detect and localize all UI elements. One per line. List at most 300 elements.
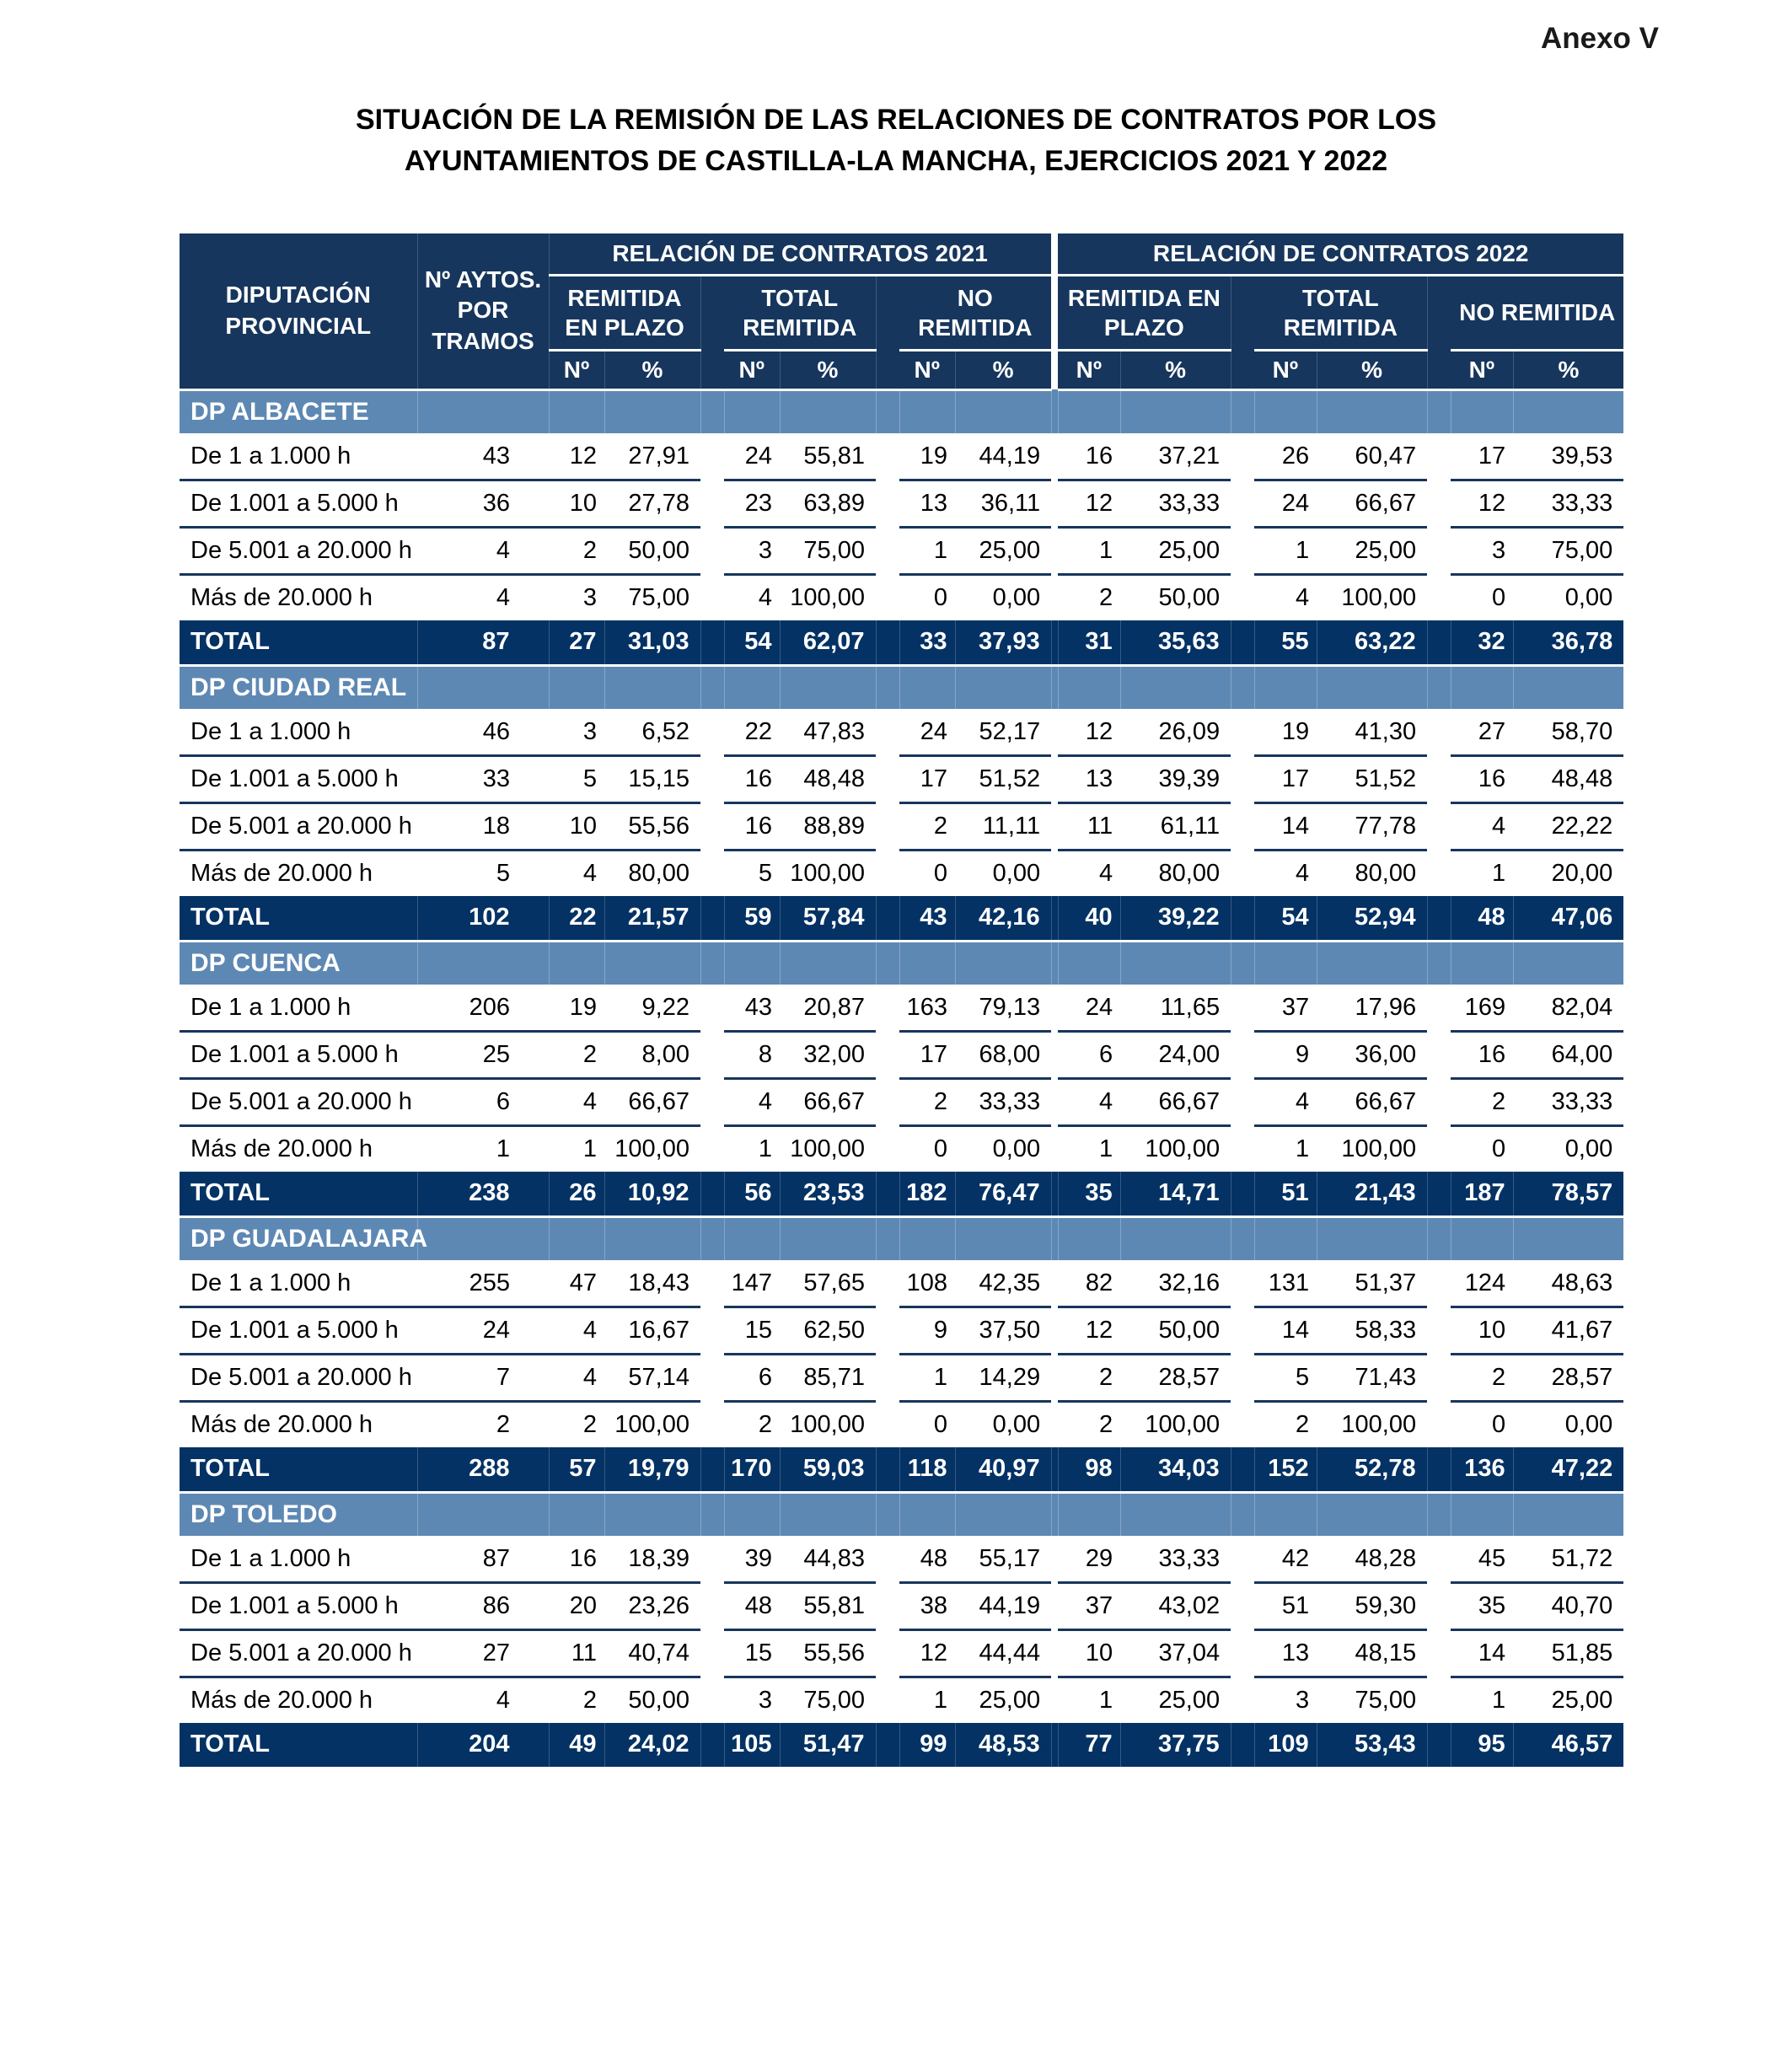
cell-value: 18 [417,802,549,850]
cell-value: 255 [417,1260,549,1307]
cell-value: 39 [724,1536,780,1582]
gap-cell [1427,1723,1451,1768]
header-pct: % [955,350,1051,389]
section-band-label: DP CUENCA [180,941,417,985]
gap-cell [876,1629,899,1677]
section-band-cell [780,389,876,433]
cell-value: 47 [549,1260,604,1307]
cell-value: 33,33 [1120,480,1231,527]
header-2021-no-remitida: NO REMITIDA [899,275,1051,350]
gap-cell [1051,985,1058,1031]
annex-label: Anexo V [1540,22,1659,55]
cell-value: 25 [417,1031,549,1078]
cell-value: 16 [724,802,780,850]
total-value: 152 [1254,1447,1317,1493]
total-value: 35,63 [1120,620,1231,666]
gap-cell [1051,1125,1058,1172]
cell-value: 0 [1451,1401,1513,1447]
header-2021-remitida-en-plazo: REMITIDA EN PLAZO [549,275,700,350]
gap-cell [1231,1401,1254,1447]
gap-cell [700,755,724,802]
cell-value: 25,00 [1317,527,1427,574]
total-label: TOTAL [180,1447,417,1493]
section-band-cell [549,1216,604,1260]
section-band-cell [700,665,724,709]
total-value: 59 [724,896,780,942]
section-band-cell [724,941,780,985]
cell-value: 10 [549,480,604,527]
total-value: 78,57 [1513,1172,1623,1217]
gap-cell [700,1536,724,1582]
gap-cell [1051,1031,1058,1078]
gap-cell [1051,850,1058,896]
table-row [180,574,1623,620]
section-band-cell [1513,941,1623,985]
total-value: 31,03 [604,620,700,666]
section-band-cell [417,1492,549,1536]
total-value: 98 [1058,1447,1120,1493]
cell-value: 35 [1451,1582,1513,1629]
gap-cell [1231,709,1254,755]
section-band-cell [724,389,780,433]
row-label: De 1.001 a 5.000 h [180,1031,417,1078]
section-band-cell [1058,1216,1120,1260]
gap-cell [1231,802,1254,850]
gap-cell [1051,620,1058,666]
cell-value: 57,65 [780,1260,876,1307]
gap-cell [1231,1582,1254,1629]
section-band-cell [1120,1492,1231,1536]
cell-value: 100,00 [1317,1401,1427,1447]
total-value: 22 [549,896,604,942]
cell-value: 41,30 [1317,709,1427,755]
gap-cell [700,802,724,850]
cell-value: 58,33 [1317,1307,1427,1354]
cell-value: 3 [549,709,604,755]
cell-value: 6 [417,1078,549,1125]
cell-value: 4 [549,850,604,896]
section-band-label: DP CIUDAD REAL [180,665,417,709]
cell-value: 206 [417,985,549,1031]
total-value: 51,47 [780,1723,876,1768]
gap-cell [876,1536,899,1582]
table-row [180,1629,1623,1677]
gap-cell [700,1401,724,1447]
gap-cell [1231,1723,1254,1768]
cell-value: 20,87 [780,985,876,1031]
cell-value: 20,00 [1513,850,1623,896]
cell-value: 8 [724,1031,780,1078]
cell-value: 2 [1451,1354,1513,1401]
cell-value: 4 [417,574,549,620]
header-n: Nº [1058,350,1120,389]
section-band-cell [1058,665,1120,709]
header-2022-total-remitida: TOTAL REMITIDA [1254,275,1427,350]
cell-value: 0 [1451,1125,1513,1172]
cell-value: 50,00 [1120,1307,1231,1354]
cell-value: 3 [549,574,604,620]
cell-value: 57,14 [604,1354,700,1401]
section-band-cell [700,941,724,985]
header-pct: % [604,350,700,389]
section-band-cell [1058,389,1120,433]
row-label: De 5.001 a 20.000 h [180,1078,417,1125]
gap-cell [1231,985,1254,1031]
gap-cell [1051,1677,1058,1723]
section-band-cell [1317,665,1427,709]
cell-value: 100,00 [780,850,876,896]
header-diputacion-provincial: DIPUTACIÓN PROVINCIAL [180,233,417,390]
cell-value: 1 [724,1125,780,1172]
gap-cell [1231,1307,1254,1354]
cell-value: 80,00 [604,850,700,896]
cell-value: 4 [1254,850,1317,896]
total-label: TOTAL [180,620,417,666]
total-value: 48,53 [955,1723,1051,1768]
gap-cell [876,985,899,1031]
section-band-cell [724,1216,780,1260]
gap-cell [876,1582,899,1629]
cell-value: 66,67 [604,1078,700,1125]
header-pct: % [780,350,876,389]
section-band-label: DP TOLEDO [180,1492,417,1536]
total-value: 14,71 [1120,1172,1231,1217]
cell-value: 2 [724,1401,780,1447]
cell-value: 17 [1254,755,1317,802]
cell-value: 12 [1058,709,1120,755]
gap-cell [1231,1629,1254,1677]
gap-cell [1231,1260,1254,1307]
cell-value: 1 [1451,1677,1513,1723]
cell-value: 0,00 [955,1125,1051,1172]
section-band-cell [1427,389,1451,433]
total-value: 37,93 [955,620,1051,666]
cell-value: 61,11 [1120,802,1231,850]
cell-value: 1 [1058,1125,1120,1172]
gap-cell [876,850,899,896]
cell-value: 82,04 [1513,985,1623,1031]
cell-value: 2 [549,527,604,574]
cell-value: 24 [417,1307,549,1354]
section-band-cell [876,389,899,433]
cell-value: 1 [1254,527,1317,574]
cell-value: 44,19 [955,1582,1051,1629]
gap-cell [1427,433,1451,480]
cell-value: 0 [899,1401,955,1447]
cell-value: 163 [899,985,955,1031]
cell-value: 25,00 [955,1677,1051,1723]
section-band-cell [724,1492,780,1536]
section-band-cell [1051,665,1058,709]
cell-value: 10 [1058,1629,1120,1677]
cell-value: 0,00 [955,574,1051,620]
gap-cell [1427,1677,1451,1723]
gap-cell [1427,1354,1451,1401]
cell-value: 33,33 [1513,480,1623,527]
cell-value: 85,71 [780,1354,876,1401]
gap-cell [1231,850,1254,896]
cell-value: 0 [899,574,955,620]
section-band-cell [700,1492,724,1536]
cell-value: 16 [1058,433,1120,480]
cell-value: 66,67 [1317,480,1427,527]
total-value: 43 [899,896,955,942]
cell-value: 9 [1254,1031,1317,1078]
section-band-cell [780,1492,876,1536]
row-label: De 1 a 1.000 h [180,985,417,1031]
cell-value: 39,53 [1513,433,1623,480]
gap-cell [1051,1078,1058,1125]
gap-cell [876,620,899,666]
gap-cell [1051,1307,1058,1354]
cell-value: 24,00 [1120,1031,1231,1078]
total-value: 57,84 [780,896,876,942]
cell-value: 17 [899,1031,955,1078]
section-band-cell [955,1216,1051,1260]
section-band-cell [1427,665,1451,709]
cell-value: 4 [549,1307,604,1354]
table-row [180,802,1623,850]
cell-value: 1 [549,1125,604,1172]
gap-cell [876,1723,899,1768]
section-band-cell [1451,941,1513,985]
gap-cell [700,1307,724,1354]
header-pct: % [1513,350,1623,389]
cell-value: 15,15 [604,755,700,802]
section-band-cell [1427,941,1451,985]
section-band [180,941,1623,985]
cell-value: 11 [549,1629,604,1677]
cell-value: 0,00 [955,850,1051,896]
gap-cell [1427,850,1451,896]
gap-cell [700,1078,724,1125]
cell-value: 51 [1254,1582,1317,1629]
table-row [180,527,1623,574]
gap-cell [1427,1172,1451,1217]
total-value: 51 [1254,1172,1317,1217]
header-2021-total-remitida: TOTAL REMITIDA [724,275,876,350]
total-value: 76,47 [955,1172,1051,1217]
gap-cell [1051,755,1058,802]
cell-value: 2 [899,802,955,850]
row-label: De 5.001 a 20.000 h [180,1629,417,1677]
gap-cell [1427,1078,1451,1125]
cell-value: 1 [899,1354,955,1401]
row-label: Más de 20.000 h [180,1125,417,1172]
total-value: 105 [724,1723,780,1768]
gap-cell [876,1401,899,1447]
table-row [180,480,1623,527]
cell-value: 13 [1058,755,1120,802]
cell-value: 55,56 [780,1629,876,1677]
cell-value: 37 [1058,1582,1120,1629]
cell-value: 27,91 [604,433,700,480]
header-n: Nº [549,350,604,389]
cell-value: 43,02 [1120,1582,1231,1629]
gap-cell [1427,1307,1451,1354]
section-band-cell [549,389,604,433]
cell-value: 24 [1058,985,1120,1031]
total-value: 204 [417,1723,549,1768]
gap-cell [700,1031,724,1078]
header-pct: % [1120,350,1231,389]
section-band-cell [604,941,700,985]
cell-value: 66,67 [1317,1078,1427,1125]
cell-value: 15 [724,1307,780,1354]
gap-cell [700,985,724,1031]
table-row [180,1307,1623,1354]
cell-value: 33 [417,755,549,802]
section-band-cell [899,1216,955,1260]
cell-value: 14 [1254,802,1317,850]
cell-value: 55,81 [780,433,876,480]
section-band-cell [780,665,876,709]
gap-cell [876,574,899,620]
gap-cell [1051,1354,1058,1401]
cell-value: 33,33 [1513,1078,1623,1125]
gap-cell [1051,1629,1058,1677]
gap-cell [700,1354,724,1401]
cell-value: 43 [724,985,780,1031]
cell-value: 25,00 [1513,1677,1623,1723]
header-relacion-2022: RELACIÓN DE CONTRATOS 2022 [1058,233,1623,276]
group-separator [1231,275,1254,389]
cell-value: 37,04 [1120,1629,1231,1677]
section-band-cell [1254,389,1317,433]
section-band-cell [955,389,1051,433]
cell-value: 51,52 [1317,755,1427,802]
cell-value: 4 [724,1078,780,1125]
cell-value: 32,16 [1120,1260,1231,1307]
section-band-cell [1254,941,1317,985]
total-value: 59,03 [780,1447,876,1493]
total-value: 99 [899,1723,955,1768]
gap-cell [876,1031,899,1078]
cell-value: 25,00 [1120,527,1231,574]
gap-cell [876,1447,899,1493]
gap-cell [700,709,724,755]
cell-value: 42,35 [955,1260,1051,1307]
gap-cell [1051,1536,1058,1582]
cell-value: 38 [899,1582,955,1629]
section-total-row [180,1172,1623,1217]
cell-value: 59,30 [1317,1582,1427,1629]
gap-cell [700,1447,724,1493]
cell-value: 50,00 [604,1677,700,1723]
table-body [180,389,1623,1768]
header-pct: % [1317,350,1427,389]
total-value: 31 [1058,620,1120,666]
row-label: De 1 a 1.000 h [180,1536,417,1582]
page-title: SITUACIÓN DE LA REMISIÓN DE LAS RELACIONES DE CONTRATOS POR LOS AYUNTAMIENTOS DE CASTILLA-LA MANCHA, EJERCICIOS 2021 Y 2022 [355,104,1436,178]
cell-value: 79,13 [955,985,1051,1031]
cell-value: 100,00 [1120,1125,1231,1172]
gap-cell [876,755,899,802]
cell-value: 4 [417,527,549,574]
section-band-cell [1427,1216,1451,1260]
total-value: 24,02 [604,1723,700,1768]
cell-value: 4 [549,1078,604,1125]
cell-value: 2 [1254,1401,1317,1447]
cell-value: 28,57 [1513,1354,1623,1401]
gap-cell [1427,527,1451,574]
cell-value: 3 [724,527,780,574]
cell-value: 75,00 [1317,1677,1427,1723]
gap-cell [1231,1354,1254,1401]
row-label: Más de 20.000 h [180,1401,417,1447]
cell-value: 9,22 [604,985,700,1031]
cell-value: 1 [1254,1125,1317,1172]
section-band-label: DP ALBACETE [180,389,417,433]
gap-cell [1231,896,1254,942]
gap-cell [1231,1677,1254,1723]
gap-cell [876,1307,899,1354]
gap-cell [1231,620,1254,666]
cell-value: 44,19 [955,433,1051,480]
section-band-cell [1317,941,1427,985]
total-value: 34,03 [1120,1447,1231,1493]
header-n: Nº [724,350,780,389]
cell-value: 44,44 [955,1629,1051,1677]
cell-value: 2 [1451,1078,1513,1125]
cell-value: 40,74 [604,1629,700,1677]
cell-value: 2 [1058,574,1120,620]
gap-cell [876,709,899,755]
total-value: 187 [1451,1172,1513,1217]
gap-cell [1231,755,1254,802]
total-value: 118 [899,1447,955,1493]
cell-value: 12 [549,433,604,480]
gap-cell [876,1125,899,1172]
cell-value: 75,00 [1513,527,1623,574]
gap-cell [1231,574,1254,620]
section-band-cell [724,665,780,709]
section-band [180,389,1623,433]
row-label: Más de 20.000 h [180,574,417,620]
gap-cell [876,1354,899,1401]
cell-value: 19 [1254,709,1317,755]
cell-value: 124 [1451,1260,1513,1307]
gap-cell [700,620,724,666]
cell-value: 1 [899,1677,955,1723]
cell-value: 5 [549,755,604,802]
cell-value: 80,00 [1317,850,1427,896]
section-band-cell [1058,941,1120,985]
gap-cell [700,574,724,620]
cell-value: 25,00 [1120,1677,1231,1723]
total-value: 54 [724,620,780,666]
cell-value: 8,00 [604,1031,700,1078]
cell-value: 51,72 [1513,1536,1623,1582]
cell-value: 16 [1451,755,1513,802]
total-value: 21,57 [604,896,700,942]
cell-value: 25,00 [955,527,1051,574]
cell-value: 2 [549,1031,604,1078]
section-band-cell [1231,1216,1254,1260]
section-band-cell [417,389,549,433]
total-value: 32 [1451,620,1513,666]
total-value: 10,92 [604,1172,700,1217]
cell-value: 5 [724,850,780,896]
gap-cell [1231,480,1254,527]
gap-cell [876,1677,899,1723]
cell-value: 1 [899,527,955,574]
row-label: De 1 a 1.000 h [180,709,417,755]
cell-value: 100,00 [1317,1125,1427,1172]
total-value: 37,75 [1120,1723,1231,1768]
gap-cell [1051,1447,1058,1493]
section-band-cell [1317,1216,1427,1260]
